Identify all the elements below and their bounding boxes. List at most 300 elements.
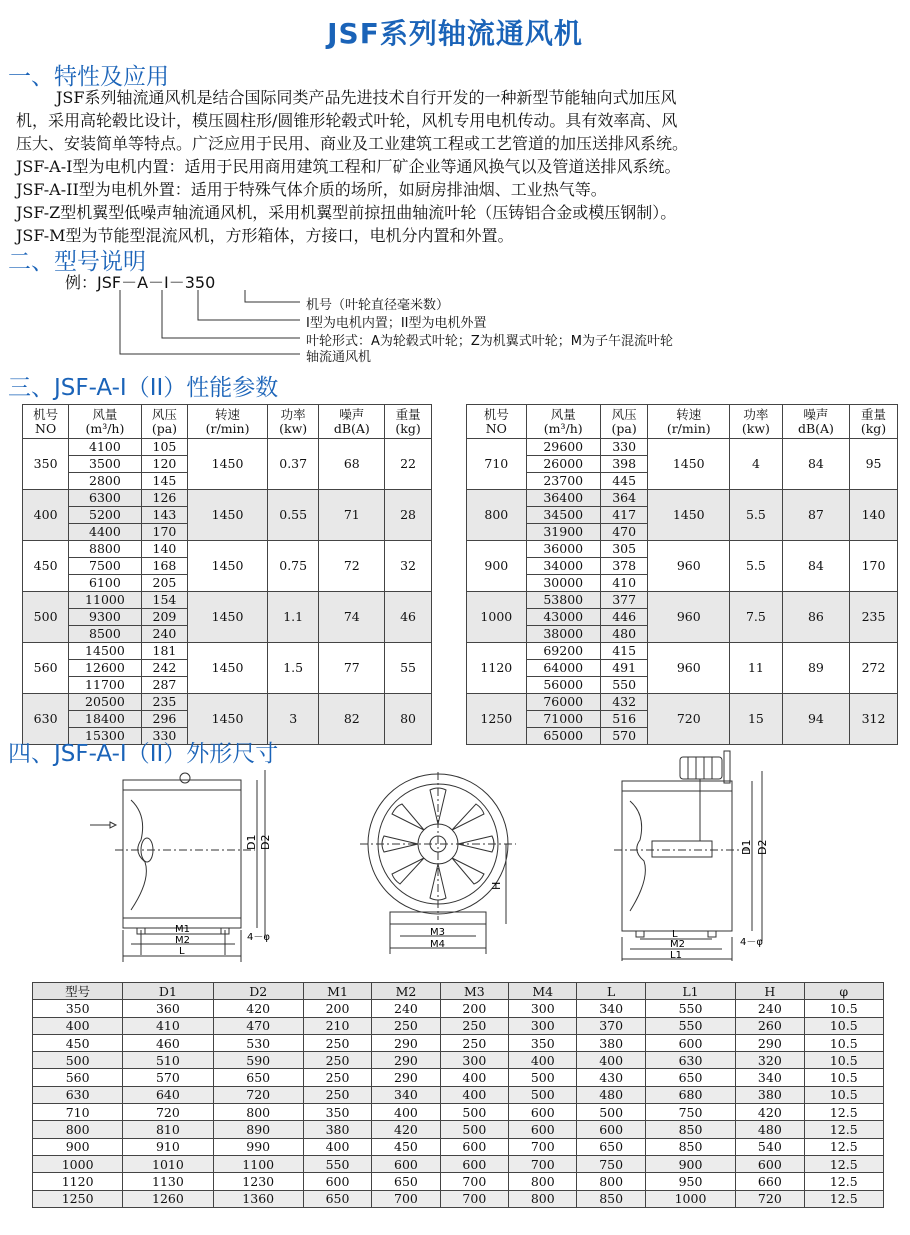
section-model-heading: 二、型号说明	[8, 249, 146, 275]
pressure-cell: 168	[141, 558, 188, 575]
dim-header-cell: D1	[123, 983, 213, 1000]
flow-cell: 18400	[69, 711, 141, 728]
dim-cell: 800	[509, 1190, 577, 1207]
l1-label: L1	[670, 950, 682, 961]
dim-cell: 340	[372, 1086, 440, 1103]
power-cell: 5.5	[730, 541, 783, 592]
table-row	[23, 490, 432, 507]
pressure-cell: 143	[141, 507, 188, 524]
dim-cell: 500	[33, 1052, 123, 1069]
dim-cell: 250	[440, 1034, 508, 1051]
dim-cell: 210	[303, 1017, 371, 1034]
dim-cell: 450	[33, 1034, 123, 1051]
m2-label: M2	[670, 939, 685, 950]
flow-cell: 23700	[526, 473, 600, 490]
table-row	[33, 1034, 884, 1051]
pressure-cell: 330	[141, 728, 188, 745]
rpm-cell: 1450	[648, 490, 730, 541]
perf-header-cell: 风量 (m³/h)	[69, 405, 141, 439]
dim-cell: 950	[645, 1173, 735, 1190]
flow-cell: 76000	[526, 694, 600, 711]
dim-cell: 290	[372, 1034, 440, 1051]
d1-label: D1	[245, 834, 258, 850]
flow-cell: 65000	[526, 728, 600, 745]
dim-header-cell: M1	[303, 983, 371, 1000]
table-row	[33, 1121, 884, 1138]
rpm-cell: 1450	[188, 694, 268, 745]
flow-cell: 34000	[526, 558, 600, 575]
dim-cell: 290	[372, 1069, 440, 1086]
rpm-cell: 1450	[648, 439, 730, 490]
dim-cell: 500	[509, 1069, 577, 1086]
power-cell: 0.75	[267, 541, 319, 592]
pressure-cell: 205	[141, 575, 188, 592]
dim-cell: 630	[645, 1052, 735, 1069]
dim-cell: 600	[645, 1034, 735, 1051]
power-cell: 15	[730, 694, 783, 745]
performance-table-right	[466, 404, 898, 745]
dim-cell: 370	[577, 1017, 645, 1034]
dim-cell: 900	[645, 1155, 735, 1172]
flow-cell: 69200	[526, 643, 600, 660]
dim-cell: 420	[213, 1000, 303, 1017]
weight-cell: 55	[385, 643, 432, 694]
dim-cell: 550	[645, 1000, 735, 1017]
flow-cell: 20500	[69, 694, 141, 711]
dim-cell: 380	[577, 1034, 645, 1051]
dim-cell: 340	[736, 1069, 804, 1086]
noise-cell: 74	[319, 592, 385, 643]
dim-cell: 340	[577, 1000, 645, 1017]
pressure-cell: 120	[141, 456, 188, 473]
fan-no-cell: 710	[467, 439, 527, 490]
noise-cell: 89	[782, 643, 849, 694]
pressure-cell: 170	[141, 524, 188, 541]
flow-cell: 2800	[69, 473, 141, 490]
dim-cell: 800	[33, 1121, 123, 1138]
dim-cell: 720	[736, 1190, 804, 1207]
dim-cell: 10.5	[804, 1017, 883, 1034]
pressure-cell: 417	[600, 507, 648, 524]
pressure-cell: 550	[600, 677, 648, 694]
external-motor-drawing	[590, 745, 790, 965]
flow-cell: 29600	[526, 439, 600, 456]
perf-header-cell: 机号 NO	[467, 405, 527, 439]
pressure-cell: 410	[600, 575, 648, 592]
intro-line: 机，采用高轮毂比设计，模压圆柱形/圆锥形轮毂式叶轮，风机专用电机传动。具有效率高、风	[16, 111, 678, 130]
dim-cell: 700	[509, 1138, 577, 1155]
dim-cell: 600	[440, 1155, 508, 1172]
dim-cell: 10.5	[804, 1034, 883, 1051]
dim-cell: 460	[123, 1034, 213, 1051]
dim-header-cell: 型号	[33, 983, 123, 1000]
dimensions-table	[32, 982, 884, 1208]
power-cell: 3	[267, 694, 319, 745]
pressure-cell: 181	[141, 643, 188, 660]
dim-cell: 400	[440, 1069, 508, 1086]
dim-header-cell: L	[577, 983, 645, 1000]
noise-cell: 77	[319, 643, 385, 694]
flow-cell: 4100	[69, 439, 141, 456]
dim-cell: 250	[440, 1017, 508, 1034]
fan-no-cell: 800	[467, 490, 527, 541]
dim-cell: 570	[123, 1069, 213, 1086]
dim-cell: 200	[303, 1000, 371, 1017]
flow-cell: 7500	[69, 558, 141, 575]
flow-cell: 43000	[526, 609, 600, 626]
power-cell: 5.5	[730, 490, 783, 541]
dim-cell: 1230	[213, 1173, 303, 1190]
rpm-cell: 1450	[188, 439, 268, 490]
pressure-cell: 305	[600, 541, 648, 558]
dim-cell: 700	[372, 1190, 440, 1207]
m2-label: M2	[175, 935, 190, 946]
fan-no-cell: 1120	[467, 643, 527, 694]
flow-cell: 56000	[526, 677, 600, 694]
m3-label: M3	[430, 927, 445, 938]
dim-cell: 850	[645, 1138, 735, 1155]
pressure-cell: 330	[600, 439, 648, 456]
fan-no-cell: 500	[23, 592, 69, 643]
dim-cell: 410	[123, 1017, 213, 1034]
dim-header-cell: L1	[645, 983, 735, 1000]
dim-cell: 900	[33, 1138, 123, 1155]
intro-line: JSF-A-II型为电机外置：适用于特殊气体介质的场所，如厨房排油烟、工业热气等。	[16, 180, 607, 199]
perf-header-cell: 重量 (kg)	[385, 405, 432, 439]
perf-header-cell: 噪声 dB(A)	[319, 405, 385, 439]
dim-cell: 700	[509, 1155, 577, 1172]
model-example: 例：JSF－A－I－350	[65, 273, 216, 292]
model-label-type: 轴流通风机	[306, 350, 372, 365]
dim-cell: 450	[372, 1138, 440, 1155]
dim-cell: 600	[736, 1155, 804, 1172]
dim-cell: 1010	[123, 1155, 213, 1172]
table-row	[467, 694, 898, 711]
dim-cell: 400	[372, 1104, 440, 1121]
weight-cell: 32	[385, 541, 432, 592]
dim-cell: 700	[440, 1190, 508, 1207]
pressure-cell: 126	[141, 490, 188, 507]
fan-no-cell: 560	[23, 643, 69, 694]
dim-header-cell: φ	[804, 983, 883, 1000]
power-cell: 0.37	[267, 439, 319, 490]
dim-cell: 550	[645, 1017, 735, 1034]
dim-cell: 500	[509, 1086, 577, 1103]
flow-cell: 6100	[69, 575, 141, 592]
table-row	[467, 643, 898, 660]
weight-cell: 22	[385, 439, 432, 490]
noise-cell: 71	[319, 490, 385, 541]
pressure-cell: 480	[600, 626, 648, 643]
dim-cell: 290	[372, 1052, 440, 1069]
noise-cell: 84	[782, 439, 849, 490]
noise-cell: 86	[782, 592, 849, 643]
flow-cell: 5200	[69, 507, 141, 524]
rpm-cell: 1450	[188, 643, 268, 694]
table-row	[33, 1069, 884, 1086]
table-row	[33, 1052, 884, 1069]
pressure-cell: 209	[141, 609, 188, 626]
dim-cell: 910	[123, 1138, 213, 1155]
front-view-drawing	[360, 772, 520, 957]
pressure-cell: 415	[600, 643, 648, 660]
pressure-cell: 296	[141, 711, 188, 728]
dim-cell: 10.5	[804, 1086, 883, 1103]
dim-cell: 12.5	[804, 1155, 883, 1172]
power-cell: 11	[730, 643, 783, 694]
perf-header-cell: 转速 (r/min)	[188, 405, 268, 439]
dim-cell: 660	[736, 1173, 804, 1190]
dim-cell: 350	[509, 1034, 577, 1051]
dim-cell: 420	[736, 1104, 804, 1121]
perf-header-cell: 机号 NO	[23, 405, 69, 439]
dim-cell: 420	[372, 1121, 440, 1138]
fan-no-cell: 450	[23, 541, 69, 592]
weight-cell: 272	[850, 643, 898, 694]
flow-cell: 9300	[69, 609, 141, 626]
dim-header-cell: M3	[440, 983, 508, 1000]
model-label-size: 机号（叶轮直径毫米数）	[306, 298, 450, 313]
dim-cell: 1130	[123, 1173, 213, 1190]
dim-cell: 400	[33, 1017, 123, 1034]
dim-cell: 650	[213, 1069, 303, 1086]
flow-cell: 14500	[69, 643, 141, 660]
flow-cell: 15300	[69, 728, 141, 745]
table-row	[467, 592, 898, 609]
intro-line: JSF-Z型机翼型低噪声轴流通风机，采用机翼型前掠扭曲轴流叶轮（压铸铝合金或模压钢制）。	[16, 203, 677, 222]
dim-cell: 10.5	[804, 1069, 883, 1086]
dim-cell: 890	[213, 1121, 303, 1138]
dim-cell: 530	[213, 1034, 303, 1051]
pressure-cell: 364	[600, 490, 648, 507]
dim-cell: 480	[736, 1121, 804, 1138]
intro-line: 压大、安装简单等特点。广泛应用于民用、商业及工业建筑工程或工艺管道的加压送排风系统。	[16, 134, 689, 153]
flow-cell: 64000	[526, 660, 600, 677]
flow-cell: 11700	[69, 677, 141, 694]
holes-label: 4－φ	[740, 937, 763, 948]
dim-cell: 640	[123, 1086, 213, 1103]
table-row	[467, 490, 898, 507]
noise-cell: 72	[319, 541, 385, 592]
weight-cell: 170	[850, 541, 898, 592]
dim-cell: 250	[303, 1086, 371, 1103]
dim-cell: 400	[509, 1052, 577, 1069]
dim-cell: 800	[213, 1104, 303, 1121]
flow-cell: 4400	[69, 524, 141, 541]
fan-no-cell: 900	[467, 541, 527, 592]
dim-cell: 510	[123, 1052, 213, 1069]
page-title: JSF系列轴流通风机	[327, 17, 583, 50]
section-performance-heading: 三、JSF-A-I（II）性能参数	[8, 375, 279, 401]
dim-cell: 430	[577, 1069, 645, 1086]
section-features-heading: 一、特性及应用	[8, 64, 169, 90]
dim-cell: 600	[577, 1121, 645, 1138]
h-label: H	[490, 881, 503, 890]
intro-line: JSF-A-I型为电机内置：适用于民用商用建筑工程和厂矿企业等通风换气以及管道送排风系统。	[16, 157, 681, 176]
dim-cell: 650	[372, 1173, 440, 1190]
dim-cell: 1100	[213, 1155, 303, 1172]
table-row	[33, 1173, 884, 1190]
m1-label: M1	[175, 924, 190, 935]
perf-header-cell: 重量 (kg)	[850, 405, 898, 439]
model-label-impeller: 叶轮形式：A为轮毂式叶轮；Z为机翼式叶轮；M为子午混流叶轮	[306, 334, 674, 349]
dim-cell: 400	[577, 1052, 645, 1069]
table-row	[33, 1017, 884, 1034]
dim-header-cell: M2	[372, 983, 440, 1000]
dim-cell: 990	[213, 1138, 303, 1155]
dim-cell: 250	[303, 1034, 371, 1051]
pressure-cell: 378	[600, 558, 648, 575]
dim-cell: 12.5	[804, 1121, 883, 1138]
dim-cell: 1000	[645, 1190, 735, 1207]
flow-cell: 71000	[526, 711, 600, 728]
rpm-cell: 1450	[188, 592, 268, 643]
table-row	[23, 643, 432, 660]
perf-header-cell: 转速 (r/min)	[648, 405, 730, 439]
dim-cell: 1250	[33, 1190, 123, 1207]
dim-cell: 350	[33, 1000, 123, 1017]
holes-label: 4－φ	[247, 932, 270, 943]
flow-cell: 26000	[526, 456, 600, 473]
dim-cell: 12.5	[804, 1190, 883, 1207]
dim-cell: 500	[440, 1104, 508, 1121]
dim-cell: 1360	[213, 1190, 303, 1207]
dim-cell: 470	[213, 1017, 303, 1034]
weight-cell: 80	[385, 694, 432, 745]
dim-cell: 600	[509, 1104, 577, 1121]
noise-cell: 87	[782, 490, 849, 541]
flow-cell: 6300	[69, 490, 141, 507]
dim-cell: 720	[213, 1086, 303, 1103]
dim-cell: 560	[33, 1069, 123, 1086]
dim-cell: 240	[372, 1000, 440, 1017]
rpm-cell: 960	[648, 592, 730, 643]
weight-cell: 140	[850, 490, 898, 541]
dim-cell: 550	[303, 1155, 371, 1172]
flow-cell: 38000	[526, 626, 600, 643]
flow-cell: 34500	[526, 507, 600, 524]
pressure-cell: 235	[141, 694, 188, 711]
power-cell: 7.5	[730, 592, 783, 643]
dim-cell: 250	[372, 1017, 440, 1034]
flow-cell: 36000	[526, 541, 600, 558]
noise-cell: 82	[319, 694, 385, 745]
rpm-cell: 960	[648, 643, 730, 694]
dim-cell: 720	[123, 1104, 213, 1121]
pressure-cell: 470	[600, 524, 648, 541]
dim-cell: 850	[577, 1190, 645, 1207]
dim-cell: 260	[736, 1017, 804, 1034]
power-cell: 4	[730, 439, 783, 490]
perf-header-cell: 功率 (kw)	[730, 405, 783, 439]
dim-cell: 650	[645, 1069, 735, 1086]
power-cell: 1.5	[267, 643, 319, 694]
noise-cell: 68	[319, 439, 385, 490]
perf-header-cell: 风压 (pa)	[600, 405, 648, 439]
intro-line: JSF系列轴流通风机是结合国际同类产品先进技术自行开发的一种新型节能轴向式加压风	[56, 88, 677, 107]
perf-header-cell: 功率 (kw)	[267, 405, 319, 439]
flow-cell: 8500	[69, 626, 141, 643]
d1-label: D1	[740, 839, 753, 855]
dim-cell: 1260	[123, 1190, 213, 1207]
rpm-cell: 1450	[188, 541, 268, 592]
performance-table-left	[22, 404, 432, 745]
dim-cell: 320	[736, 1052, 804, 1069]
table-row	[467, 439, 898, 456]
rpm-cell: 720	[648, 694, 730, 745]
l-label: L	[179, 946, 185, 957]
dim-cell: 400	[303, 1138, 371, 1155]
dim-cell: 300	[509, 1017, 577, 1034]
dim-cell: 680	[645, 1086, 735, 1103]
flow-cell: 31900	[526, 524, 600, 541]
dim-cell: 650	[577, 1138, 645, 1155]
table-row	[23, 694, 432, 711]
dim-cell: 1000	[33, 1155, 123, 1172]
dim-cell: 200	[440, 1000, 508, 1017]
fan-no-cell: 630	[23, 694, 69, 745]
rpm-cell: 960	[648, 541, 730, 592]
dim-cell: 380	[303, 1121, 371, 1138]
perf-header-cell: 风量 (m³/h)	[526, 405, 600, 439]
dim-cell: 240	[736, 1000, 804, 1017]
dim-cell: 250	[303, 1052, 371, 1069]
dim-cell: 600	[303, 1173, 371, 1190]
fan-no-cell: 400	[23, 490, 69, 541]
dim-header-cell: D2	[213, 983, 303, 1000]
noise-cell: 94	[782, 694, 849, 745]
dim-cell: 750	[577, 1155, 645, 1172]
dim-cell: 700	[440, 1173, 508, 1190]
dim-cell: 600	[372, 1155, 440, 1172]
table-row	[33, 1000, 884, 1017]
dim-cell: 540	[736, 1138, 804, 1155]
dim-cell: 350	[303, 1104, 371, 1121]
weight-cell: 28	[385, 490, 432, 541]
dim-cell: 810	[123, 1121, 213, 1138]
pressure-cell: 105	[141, 439, 188, 456]
pressure-cell: 242	[141, 660, 188, 677]
fan-no-cell: 1250	[467, 694, 527, 745]
dim-header-cell: H	[736, 983, 804, 1000]
rpm-cell: 1450	[188, 490, 268, 541]
dim-cell: 710	[33, 1104, 123, 1121]
pressure-cell: 432	[600, 694, 648, 711]
dim-cell: 480	[577, 1086, 645, 1103]
pressure-cell: 377	[600, 592, 648, 609]
model-label-motor: I型为电机内置；II型为电机外置	[306, 316, 487, 331]
table-row	[33, 1104, 884, 1121]
dim-cell: 800	[577, 1173, 645, 1190]
flow-cell: 53800	[526, 592, 600, 609]
table-row	[33, 1190, 884, 1207]
dim-cell: 360	[123, 1000, 213, 1017]
dim-cell: 750	[645, 1104, 735, 1121]
perf-header-cell: 噪声 dB(A)	[782, 405, 849, 439]
pressure-cell: 140	[141, 541, 188, 558]
flow-cell: 11000	[69, 592, 141, 609]
table-row	[467, 541, 898, 558]
flow-cell: 3500	[69, 456, 141, 473]
pressure-cell: 154	[141, 592, 188, 609]
dim-cell: 10.5	[804, 1000, 883, 1017]
dim-cell: 12.5	[804, 1104, 883, 1121]
flow-cell: 12600	[69, 660, 141, 677]
pressure-cell: 446	[600, 609, 648, 626]
power-cell: 0.55	[267, 490, 319, 541]
table-row	[33, 1155, 884, 1172]
weight-cell: 235	[850, 592, 898, 643]
